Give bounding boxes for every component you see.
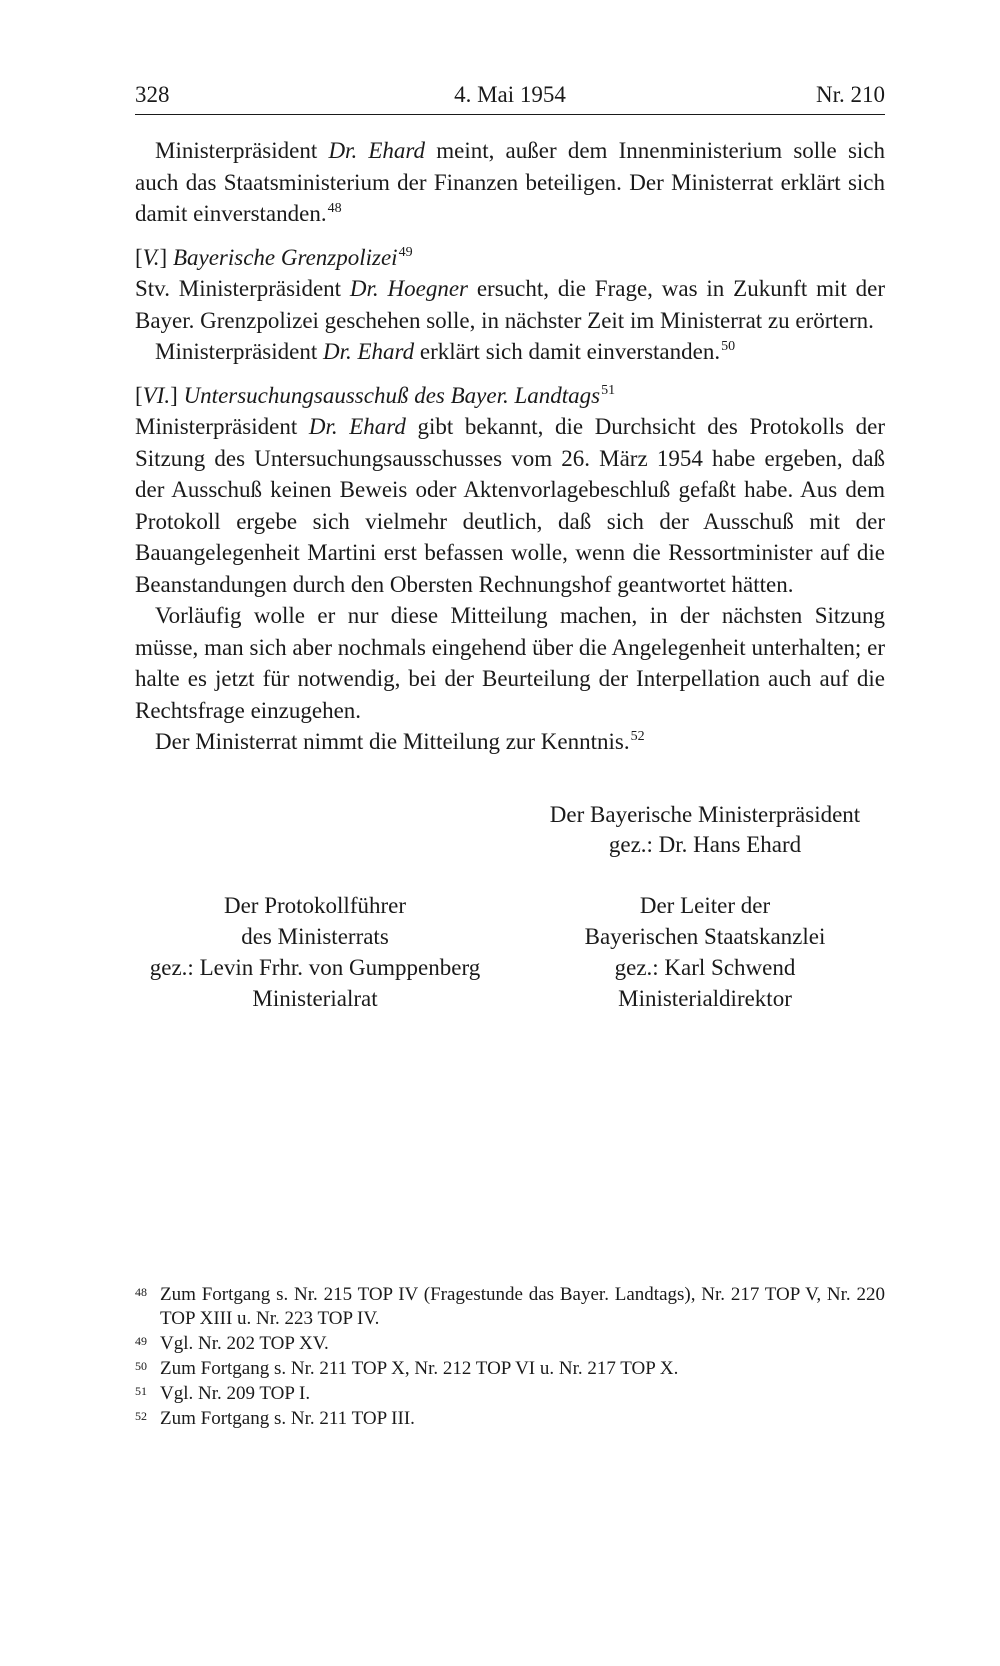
footnote-ref[interactable]: 50 bbox=[721, 339, 736, 354]
main-text bbox=[135, 135, 885, 758]
section-title: Untersuchungsausschuß des Bayer. Landtags bbox=[183, 382, 601, 408]
footnote-ref[interactable]: 52 bbox=[630, 729, 645, 744]
footnote-ref[interactable]: 51 bbox=[601, 382, 616, 398]
footnote-number: 51 bbox=[135, 1384, 147, 1398]
footnote-text: Zum Fortgang s. Nr. 215 TOP IV (Fragestunde das Bayer. Landtags), Nr. 217 TOP V, Nr. 220 TOP XIII u. Nr. 223 TOP IV. bbox=[160, 1284, 885, 1329]
footnote-item bbox=[135, 1332, 885, 1356]
page-number: 328 bbox=[135, 82, 170, 107]
signature-recorder: Der Protokollführer des Ministerrats gez.: Levin Frhr. von Gumppenberg Ministerialrat bbox=[149, 893, 481, 1011]
footnotes bbox=[135, 1283, 885, 1432]
section-title: Bayerische Grenzpolizei bbox=[172, 244, 398, 270]
page bbox=[135, 80, 886, 1011]
footnote-number: 52 bbox=[135, 1409, 147, 1423]
footnote-text: Zum Fortgang s. Nr. 211 TOP X, Nr. 212 TOP VI u. Nr. 217 TOP X. bbox=[160, 1358, 679, 1379]
footnote-text: Zum Fortgang s. Nr. 211 TOP III. bbox=[160, 1408, 415, 1429]
paragraph-agreement: Ministerpräsident Dr. Ehard erklärt sich damit einverstanden.$^{50}$ bbox=[155, 339, 736, 364]
footnote-number: 49 bbox=[135, 1334, 147, 1348]
footnote-text: Vgl. Nr. 209 TOP I. bbox=[160, 1383, 311, 1404]
footnote-item bbox=[135, 1283, 885, 1331]
speaker-name: Dr. Ehard bbox=[328, 138, 426, 163]
signature-chancellery: Der Leiter der Bayerischen Staatskanzlei gez.: Karl Schwend Ministerialdirektor bbox=[584, 893, 826, 1011]
paragraph-finance-ministry: Ministerpräsident Dr. Ehard meint, außer dem Innenministerium solle sich auch das Staatsministerium der Finanzen beteiligen. Der Ministerrat erklärt sich damit einverstanden.$^{48}$ bbox=[135, 138, 885, 226]
footnote-number: 50 bbox=[135, 1359, 147, 1373]
section-heading-vi: [VI.] Untersuchungsausschuß des Bayer. Landtags$^{51}$ bbox=[135, 382, 616, 408]
footnote-number: 48 bbox=[135, 1285, 147, 1299]
speaker-name: Dr. Ehard bbox=[308, 414, 406, 439]
paragraph-committee: Ministerpräsident Dr. Ehard gibt bekannt, die Durchsicht des Protokolls der Sitzung des Untersuchungsausschusses vom 26. März 1954 habe ergeben, daß der Ausschuß keinen Beweis oder Aktenvorlagebeschluß gefaßt habe. Aus dem Protokoll ergebe sich vielmehr deutlich, daß sich der Ausschuß mit der Bauangelegenheit Martini erst befassen wolle, wenn die Ressortminister auf die Beanstandungen durch den Obersten Rechnungshof geantwortet hätten. bbox=[135, 414, 886, 597]
footnote-item bbox=[135, 1407, 885, 1431]
section-heading-v: [V.] Bayerische Grenzpolizei$^{49}$ bbox=[135, 244, 413, 270]
document-number: Nr. 210 bbox=[816, 82, 885, 107]
footnote-ref[interactable]: 48 bbox=[327, 201, 342, 216]
paragraph-interpellation: Vorläufig wolle er nur diese Mitteilung machen, in der nächsten Sitzung müsse, man sich aber nochmals eingehend über die Angelegenheit unterhalten; er halte es jetzt für notwendig, bei der Beurteilung der Interpellation auch auf die Rechtsfrage einzugehen. bbox=[135, 603, 885, 723]
paragraph-border-police: Stv. Ministerpräsident Dr. Hoegner ersucht, die Frage, was in Zukunft mit der Bayer. Grenzpolizei geschehen solle, in nächster Zeit im Ministerrat zu erörtern. bbox=[135, 276, 885, 333]
signature-president: Der Bayerische Ministerpräsident gez.: Dr. Hans Ehard bbox=[549, 802, 861, 857]
running-header bbox=[135, 80, 885, 115]
footnote-text: Vgl. Nr. 202 TOP XV. bbox=[160, 1333, 329, 1354]
speaker-name: Dr. Ehard bbox=[323, 339, 415, 364]
paragraph-acknowledgement: Der Ministerrat nimmt die Mitteilung zur Kenntnis.$^{52}$ bbox=[155, 729, 645, 754]
speaker-name: Dr. Hoegner bbox=[349, 276, 468, 301]
footnote-item bbox=[135, 1357, 885, 1381]
footnote-item bbox=[135, 1382, 885, 1406]
footnote-ref[interactable]: 49 bbox=[398, 244, 413, 260]
header-date: 4. Mai 1954 bbox=[454, 82, 566, 107]
